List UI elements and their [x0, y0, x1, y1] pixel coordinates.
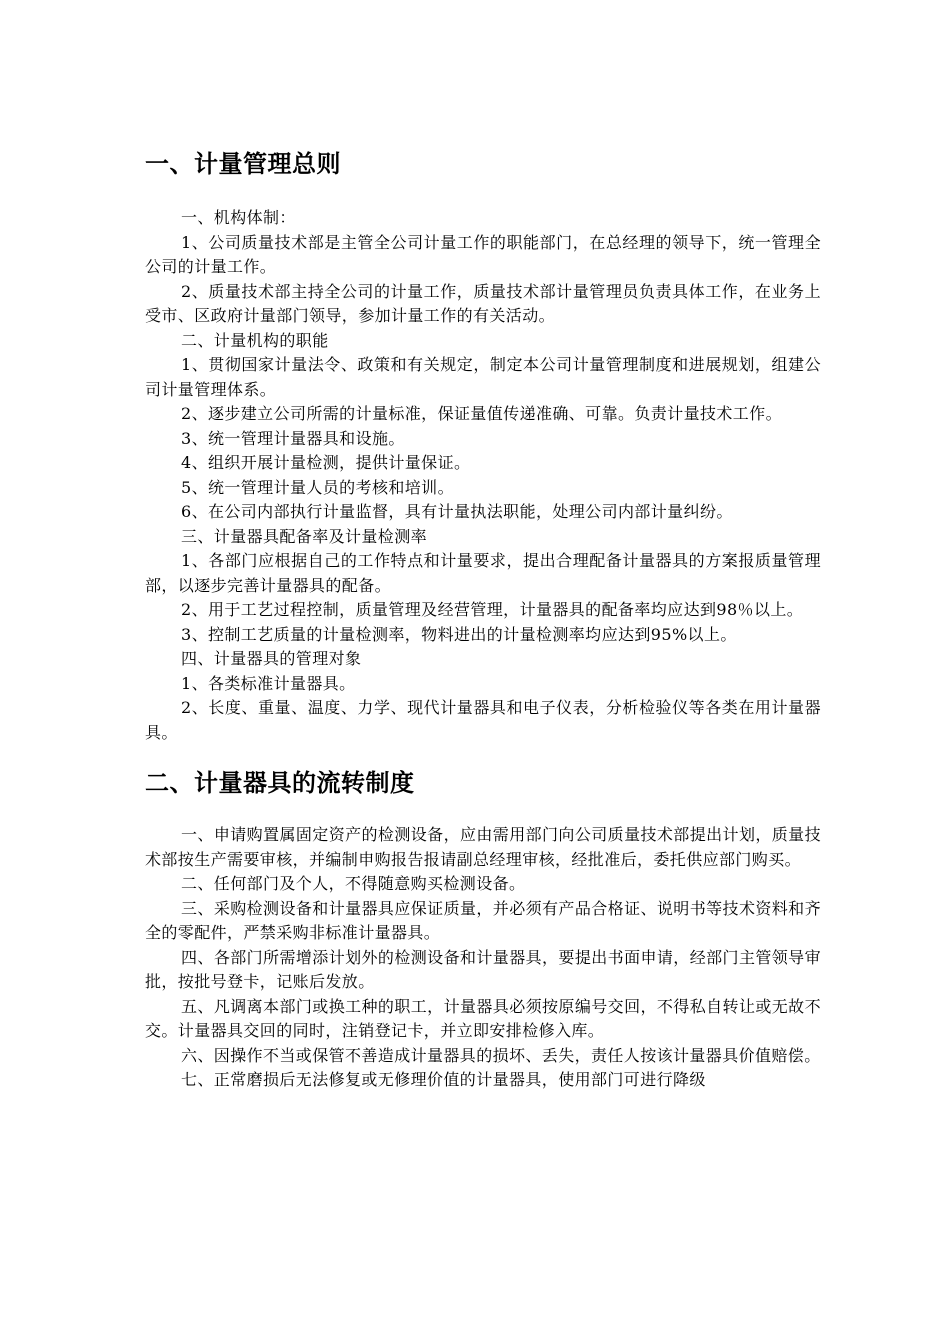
paragraph: 一、机构体制： — [181, 208, 296, 227]
paragraph: 三、采购检测设备和计量器具应保证质量，并必须有产品合格证、说明书等技术资料和齐全的零配件，严禁采购非标准计量器具。 — [145, 898, 821, 942]
paragraph: 5、统一管理计量人员的考核和培训。 — [181, 477, 454, 497]
paragraph: 七、正常磨损后无法修复或无修理价值的计量器具，使用部门可进行降级 — [181, 1070, 706, 1089]
paragraph: 五、凡调离本部门或换工种的职工，计量器具必须按原编号交回，不得私自转让或无故不交。计量器具交回的同时，注销登记卡，并立即安排检修入库。 — [145, 996, 821, 1040]
section-body-circulation-system — [145, 823, 821, 1093]
paragraph: 四、各部门所需增添计划外的检测设备和计量器具，要提出书面申请，经部门主管领导审批，按批号登卡，记账后发放。 — [145, 947, 821, 991]
paragraph: 4、组织开展计量检测，提供计量保证。 — [181, 453, 471, 472]
section-body-general-rules — [145, 206, 821, 745]
paragraph: 六、因操作不当或保管不善造成计量器具的损坏、丢失，责任人按该计量器具价值赔偿。 — [181, 1045, 821, 1065]
paragraph: 二、任何部门及个人，不得随意购买检测设备。 — [181, 874, 526, 893]
paragraph: 2、用于工艺过程控制，质量管理及经营管理，计量器具的配备率均应达到98％以上。 — [181, 600, 804, 619]
paragraph: 四、计量器具的管理对象 — [181, 649, 362, 668]
paragraph: 2、质量技术部主持全公司的计量工作，质量技术部计量管理员负责具体工作，在业务上受市、区政府计量部门领导，参加计量工作的有关活动。 — [145, 281, 821, 325]
section-title-general-rules: 一、计量管理总则 — [145, 150, 341, 178]
paragraph: 3、统一管理计量器具和设施。 — [181, 428, 405, 448]
paragraph: 3、控制工艺质量的计量检测率，物料进出的计量检测率均应达到95%以上。 — [181, 624, 737, 644]
paragraph: 1、各部门应根据自己的工作特点和计量要求，提出合理配备计量器具的方案报质量管理部，以逐步完善计量器具的配备。 — [145, 551, 821, 595]
section-title-circulation-system: 二、计量器具的流转制度 — [145, 769, 415, 797]
paragraph: 1、贯彻国家计量法令、政策和有关规定，制定本公司计量管理制度和进展规划，组建公司计量管理体系。 — [145, 355, 821, 399]
paragraph: 一、申请购置属固定资产的检测设备，应由需用部门向公司质量技术部提出计划，质量技术部按生产需要审核，并编制申购报告报请副总经理审核，经批准后，委托供应部门购买。 — [145, 825, 821, 869]
paragraph: 6、在公司内部执行计量监督，具有计量执法职能，处理公司内部计量纠纷。 — [181, 502, 733, 521]
paragraph: 2、长度、重量、温度、力学、现代计量器具和电子仪表，分析检验仪等各类在用计量器具。 — [145, 698, 821, 742]
document-content — [145, 148, 821, 1093]
paragraph: 1、各类标准计量器具。 — [181, 673, 356, 693]
paragraph: 2、逐步建立公司所需的计量标准，保证量值传递准确、可靠。负责计量技术工作。 — [181, 404, 782, 423]
paragraph: 1、公司质量技术部是主管全公司计量工作的职能部门，在总经理的领导下，统一管理全公司的计量工作。 — [145, 232, 821, 276]
paragraph: 三、计量器具配备率及计量检测率 — [181, 526, 428, 546]
paragraph: 二、计量机构的职能 — [181, 330, 329, 350]
